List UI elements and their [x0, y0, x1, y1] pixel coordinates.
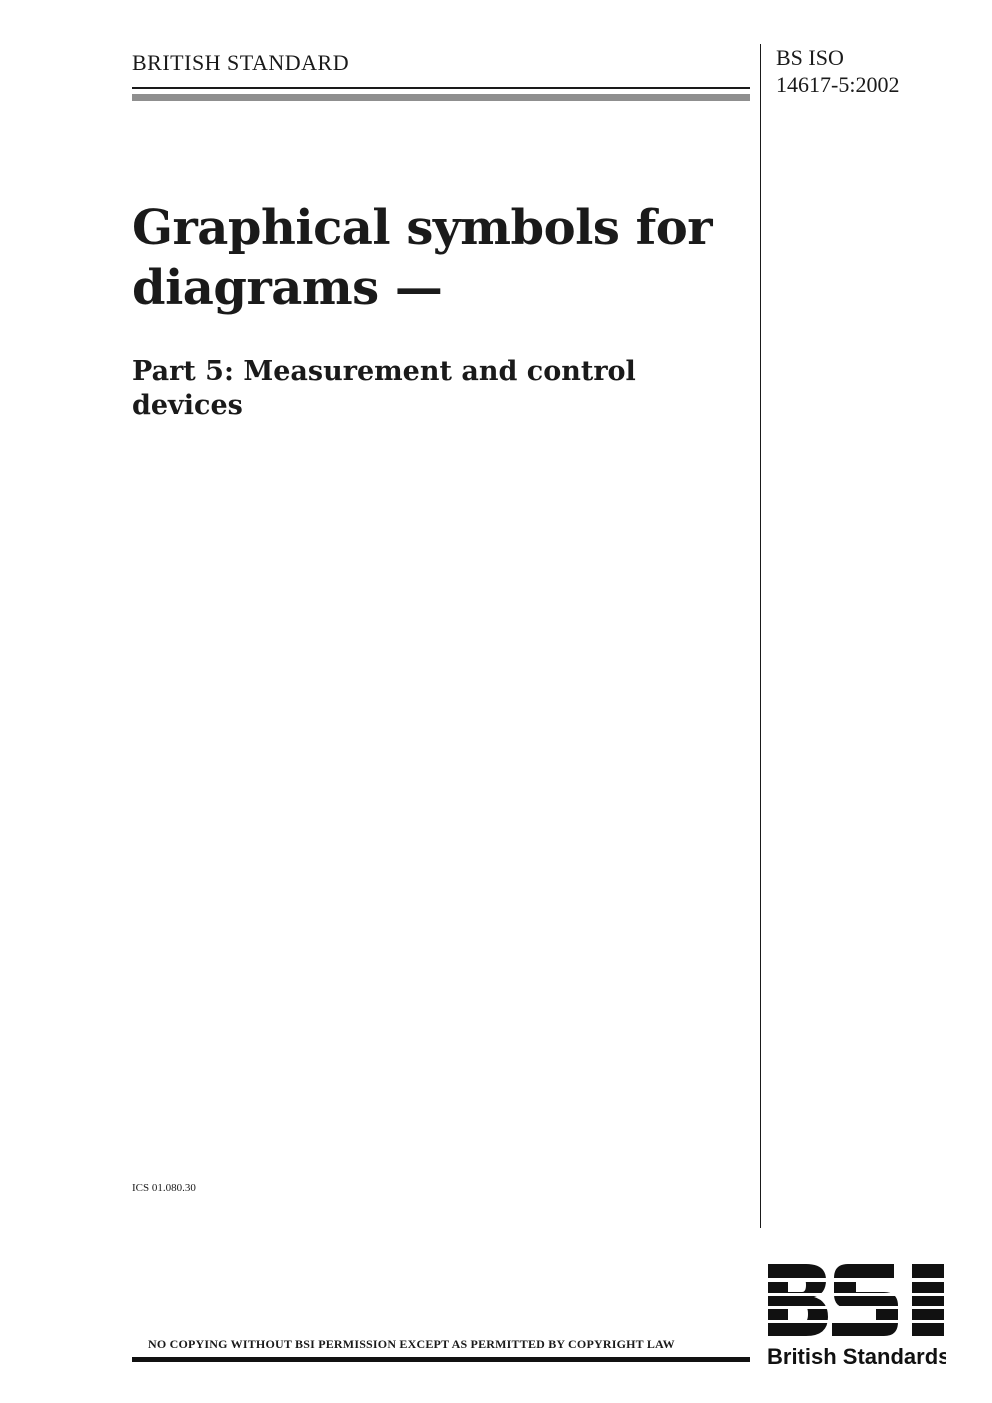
- series-label: BRITISH STANDARD: [132, 50, 350, 75]
- header-rule-thick: [132, 94, 750, 101]
- part-title: Part 5: Measurement and control devices: [132, 356, 636, 421]
- header-rule-thin: [132, 87, 750, 89]
- footer-rule: [132, 1357, 750, 1362]
- bsi-logo-icon: [766, 1262, 946, 1372]
- standard-number-line2: 14617-5:2002: [776, 72, 900, 97]
- standard-number-line1: BS ISO: [776, 45, 844, 70]
- vertical-divider: [760, 44, 761, 1228]
- document-title: Graphical symbols for diagrams —: [132, 200, 713, 316]
- logo-caption: British Standards: [767, 1344, 946, 1369]
- ics-code: ICS 01.080.30: [132, 1182, 196, 1194]
- standard-number: [776, 44, 899, 98]
- copyright-notice: NO COPYING WITHOUT BSI PERMISSION EXCEPT AS PERMITTED BY COPYRIGHT LAW: [148, 1337, 675, 1351]
